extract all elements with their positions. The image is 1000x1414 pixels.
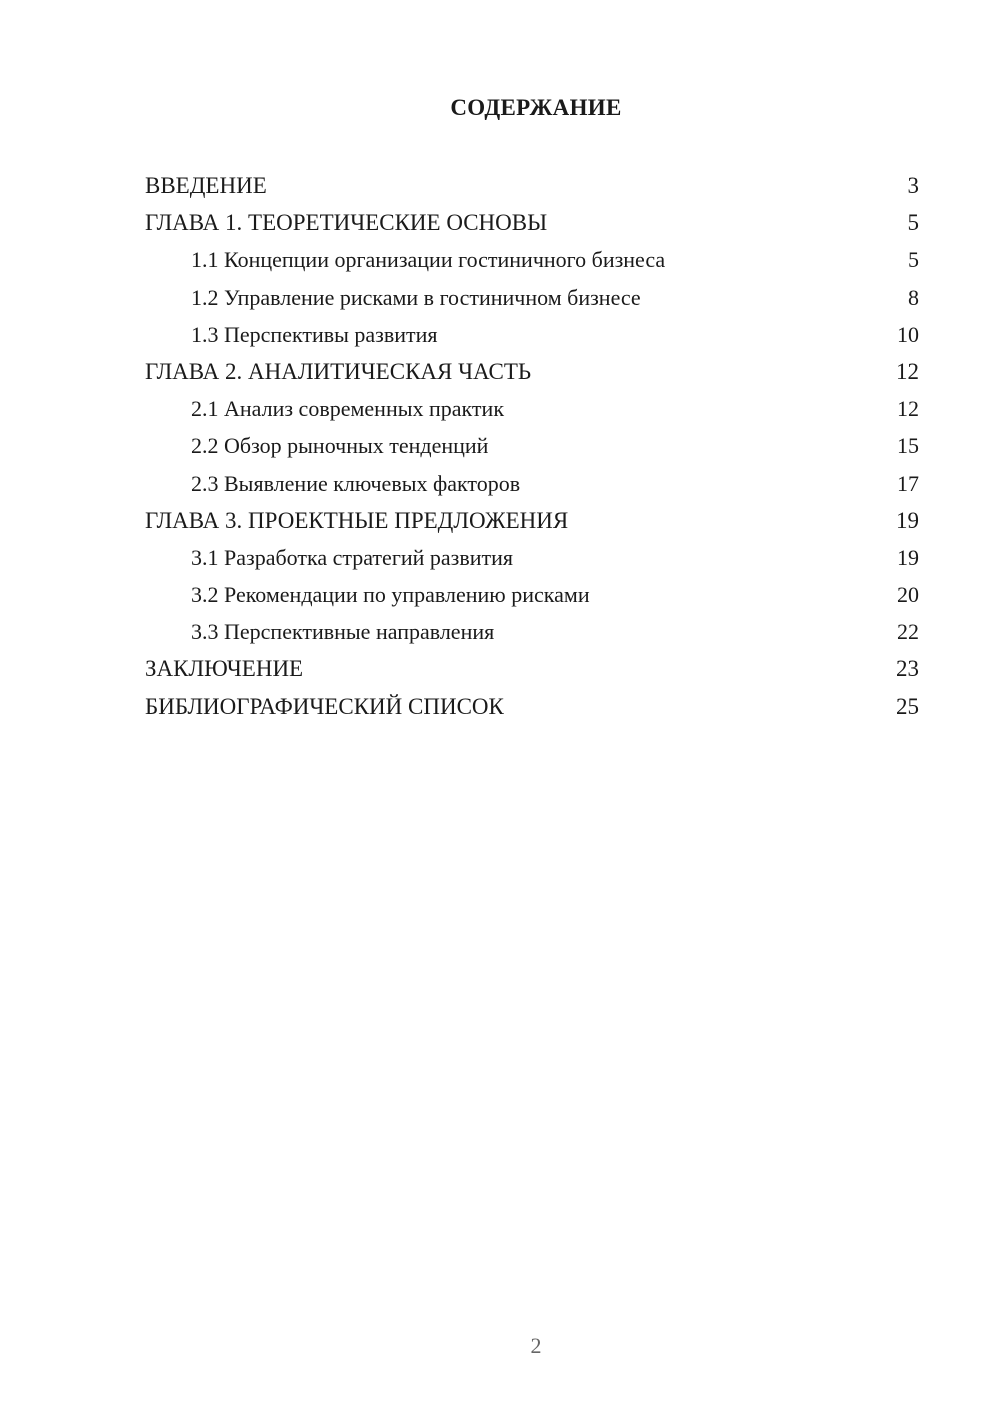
toc-entry-title: ГЛАВА 2. АНАЛИТИЧЕСКАЯ ЧАСТЬ [145,358,532,384]
toc-entry-page: 19 [897,544,919,570]
toc-entry-page: 3 [907,173,919,198]
toc-entry-title: 1.1 Концепции организации гостиничного бизнеса [191,247,666,273]
toc-entry-page: 17 [897,470,919,496]
toc-entry [145,204,919,241]
toc-entry-page: 12 [897,396,919,422]
toc-subentry [145,539,919,576]
toc-entry-title: ВВЕДЕНИЕ [145,173,267,198]
toc-entry-page: 15 [897,433,919,459]
toc-entry [145,688,919,725]
toc-entry-title: 1.3 Перспективы развития [191,321,438,347]
toc-entry-title: 2.3 Выявление ключевых факторов [191,470,521,496]
toc-subentry [145,576,919,613]
toc-entry-page: 8 [908,284,919,310]
toc-entry-page: 25 [896,693,919,719]
toc-entry-page: 22 [897,619,919,645]
toc-entry [145,353,919,390]
page-number: 2 [530,1333,542,1358]
toc-entry-title: ЗАКЛЮЧЕНИЕ [145,656,304,682]
toc-subentry [145,427,919,464]
toc-entry-page: 10 [897,321,919,347]
table-of-contents [145,167,919,725]
page-title: СОДЕРЖАНИЕ [450,95,622,120]
toc-entry-page: 12 [896,358,919,384]
toc-subentry [145,390,919,427]
toc-entry [145,502,919,539]
toc-entry [145,167,919,204]
toc-entry-title: 2.1 Анализ современных практик [191,396,505,422]
toc-entry [145,650,919,687]
toc-entry-page: 20 [897,582,919,608]
toc-subentry [145,613,919,650]
toc-entry-title: 3.1 Разработка стратегий развития [191,544,514,570]
toc-entry-page: 19 [896,507,919,533]
toc-entry-title: 3.2 Рекомендации по управлению рисками [191,582,590,608]
toc-entry-page: 5 [908,247,919,273]
toc-subentry [145,241,919,278]
toc-entry-title: ГЛАВА 3. ПРОЕКТНЫЕ ПРЕДЛОЖЕНИЯ [145,507,569,533]
toc-entry-page: 23 [896,656,919,682]
toc-entry-page: 5 [907,210,919,236]
toc-subentry [145,316,919,353]
toc-subentry [145,465,919,502]
toc-entry-title: 3.3 Перспективные направления [191,619,495,645]
toc-entry-title: ГЛАВА 1. ТЕОРЕТИЧЕСКИЕ ОСНОВЫ [145,210,548,236]
toc-entry-title: БИБЛИОГРАФИЧЕСКИЙ СПИСОК [145,693,504,719]
toc-subentry [145,279,919,316]
toc-entry-title: 2.2 Обзор рыночных тенденций [191,433,489,459]
toc-entry-title: 1.2 Управление рисками в гостиничном бизнесе [191,284,641,310]
